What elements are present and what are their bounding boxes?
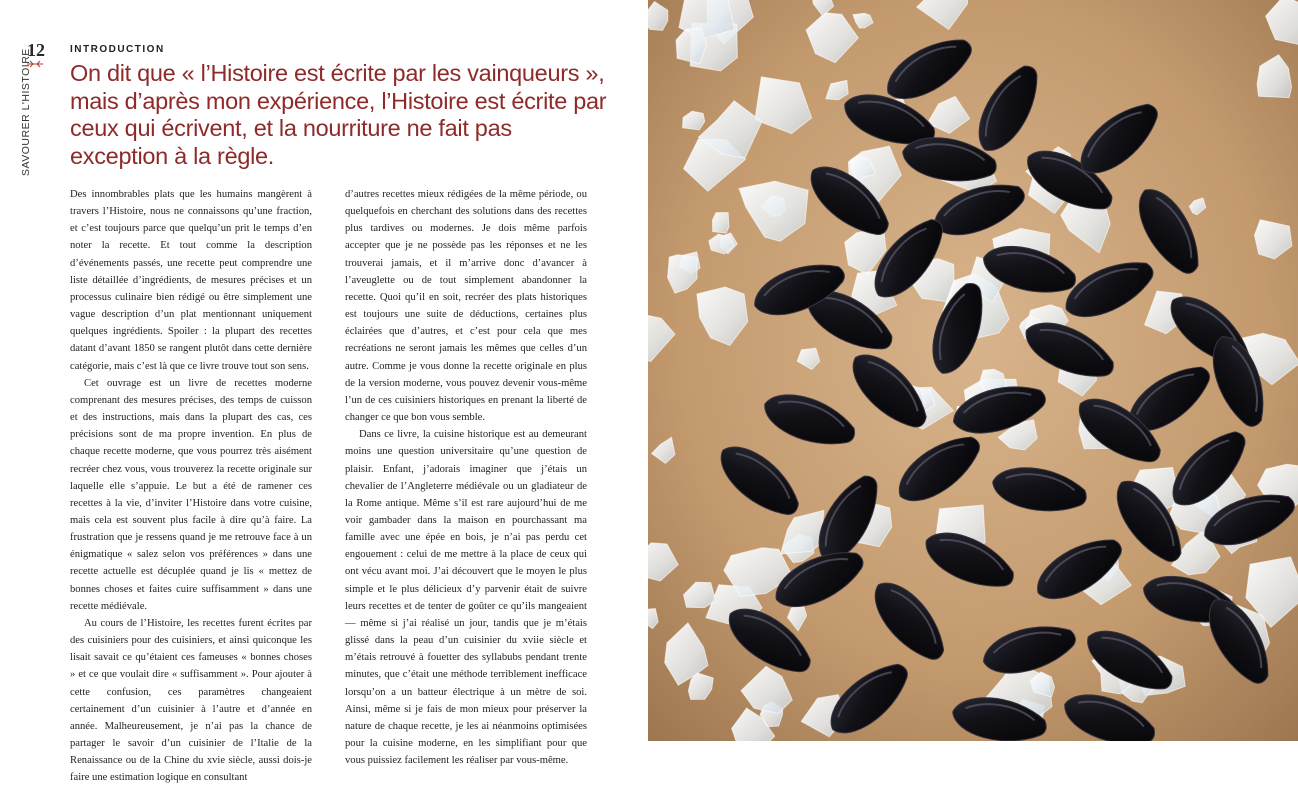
headline: On dit que « l’Histoire est écrite par les vainqueurs », mais d’après mon expérience, l’Histoire est écrite par ceux qui écrivent, et la nourriture ne fait pas exception à la règle. — [70, 60, 607, 169]
paragraph: Cet ouvrage est un livre de recettes moderne comprenant des mesures précises, des temps de cuisson et des instructions, mais dans la plupart des cas, ces précisions sont de ma propre invention. En plus de chaque recette moderne, que vous pourrez très aisément recréer chez vous, vous trouverez la recette originale sur laquelle elle s’appuie. Le but a été de ramener ces recettes à la vie, d’inviter l’Histoire dans votre cuisine, mais cela est souvent plus facile à dire qu’à faire. La frustration que je ressens quand je me retrouve face à un énigmatique « salez selon vos préférences » dans une recette actuelle est décuplée quand je lis « mettez de bonnes choses et faites cuire suffisamment » dans une recette médiévale. — [70, 377, 312, 612]
photo-illustration — [648, 0, 1298, 741]
mussels-on-ice-photo — [648, 0, 1298, 741]
paragraph: Dans ce livre, la cuisine historique est au demeurant moins une question universitaire qu’une question de plaisir. Enfant, j’adorais imaginer que j’étais un chevalier de l’Angleterre médiévale ou un gladiateur de la Rome antique. Même s’il est rare aujourd’hui de me voir gambader dans la maison en pourchassant ma famille avec une épée en bois, je n’ai pas perdu cet engouement : celui de me mettre à la place de ceux qui ont vécu avant moi. J’ai découvert que le moyen le plus simple et le plus délicieux d’y parvenir était de suivre leurs recettes et de tenter de goûter ce qu’ils mangeaient — même si j’ai réalisé un jour, tandis que je m’étais glissé dans la peau d’un cuisinier du xviie siècle et m’étais retrouvé à fouetter des syllabubs pendant trente minutes, que c’était une méthode terriblement inefficace lorsqu’on a un batteur électrique à un mètre de soi. Ainsi, même si je fais de mon mieux pour préserver la nature de chaque recette, je les ai néanmoins optimisées pour la cuisine moderne, en les simplifiant pour que vous puissiez facilement les réaliser par vous-même. — [345, 429, 587, 767]
section-label: INTRODUCTION — [70, 44, 165, 55]
running-head: SAVOURER L'HISTOIRE — [20, 48, 32, 176]
ice-cube — [713, 213, 730, 233]
left-page — [0, 0, 648, 784]
text-column-2 — [345, 186, 587, 769]
paragraph: Au cours de l’Histoire, les recettes furent écrites par des cuisiniers pour des cuisiniers, et ainsi quiconque les lisait savait ce qu’étaient ces fameuses « bonnes choses » et ce que voulait dire « suffisamment ». Pour ajouter à cette confusion, ces paramètres changeaient certainement d’un cuisinier à l’autre et d’année en année. Malheureusement, je n’ai pas la chance de partager le savoir d’un cuisinier de l’Italie de la Renaissance ou de la Chine du xvie siècle, aussi dois-je faire une estimation logique en consultant — [70, 617, 312, 784]
paragraph: d’autres recettes mieux rédigées de la même période, ou quelquefois en cherchant des solutions dans des recettes plus tardives ou modernes. Je dois même parfois accepter que je ne possède pas les réponses et ne les trouverai jamais, et il m’arrive donc d’avancer à l’aveuglette ou de tout simplement abandonner la recette. Quoi qu’il en soit, recréer des plats historiques est toujours une suite de déductions, certaines plus éclairées que d’autres, et c’est pour cela que mes recréations ne seront jamais les mêmes que celles d’un autre. Comme je vous donne la recette originale en plus de la version moderne, vous pouvez devenir vous-même l’un de ces cuisiniers historiques en prenant la liberté de changer ce que bon vous semble. — [345, 189, 587, 424]
page-number: 12 — [27, 40, 45, 60]
paragraph: Des innombrables plats que les humains mangèrent à travers l’Histoire, nous ne connaissons qu’une fraction, et c’est toujours parce que quelqu’un prit le temps d’en noter la recette. Et tout comme la description d’événements passés, une recette peut comprendre une liste détaillée d’ingrédients, de mesures précises et un processus culinaire bien rédigé ou être simplement une vague description d’un plat mentionnant uniquement quelques ingrédients. Spoiler : la plupart des recettes datant d’avant 1850 se rangent plutôt dans cette dernière catégorie, mais c’est là que ce livre trouve tout son sens. — [70, 189, 312, 372]
text-column-1 — [70, 186, 312, 786]
